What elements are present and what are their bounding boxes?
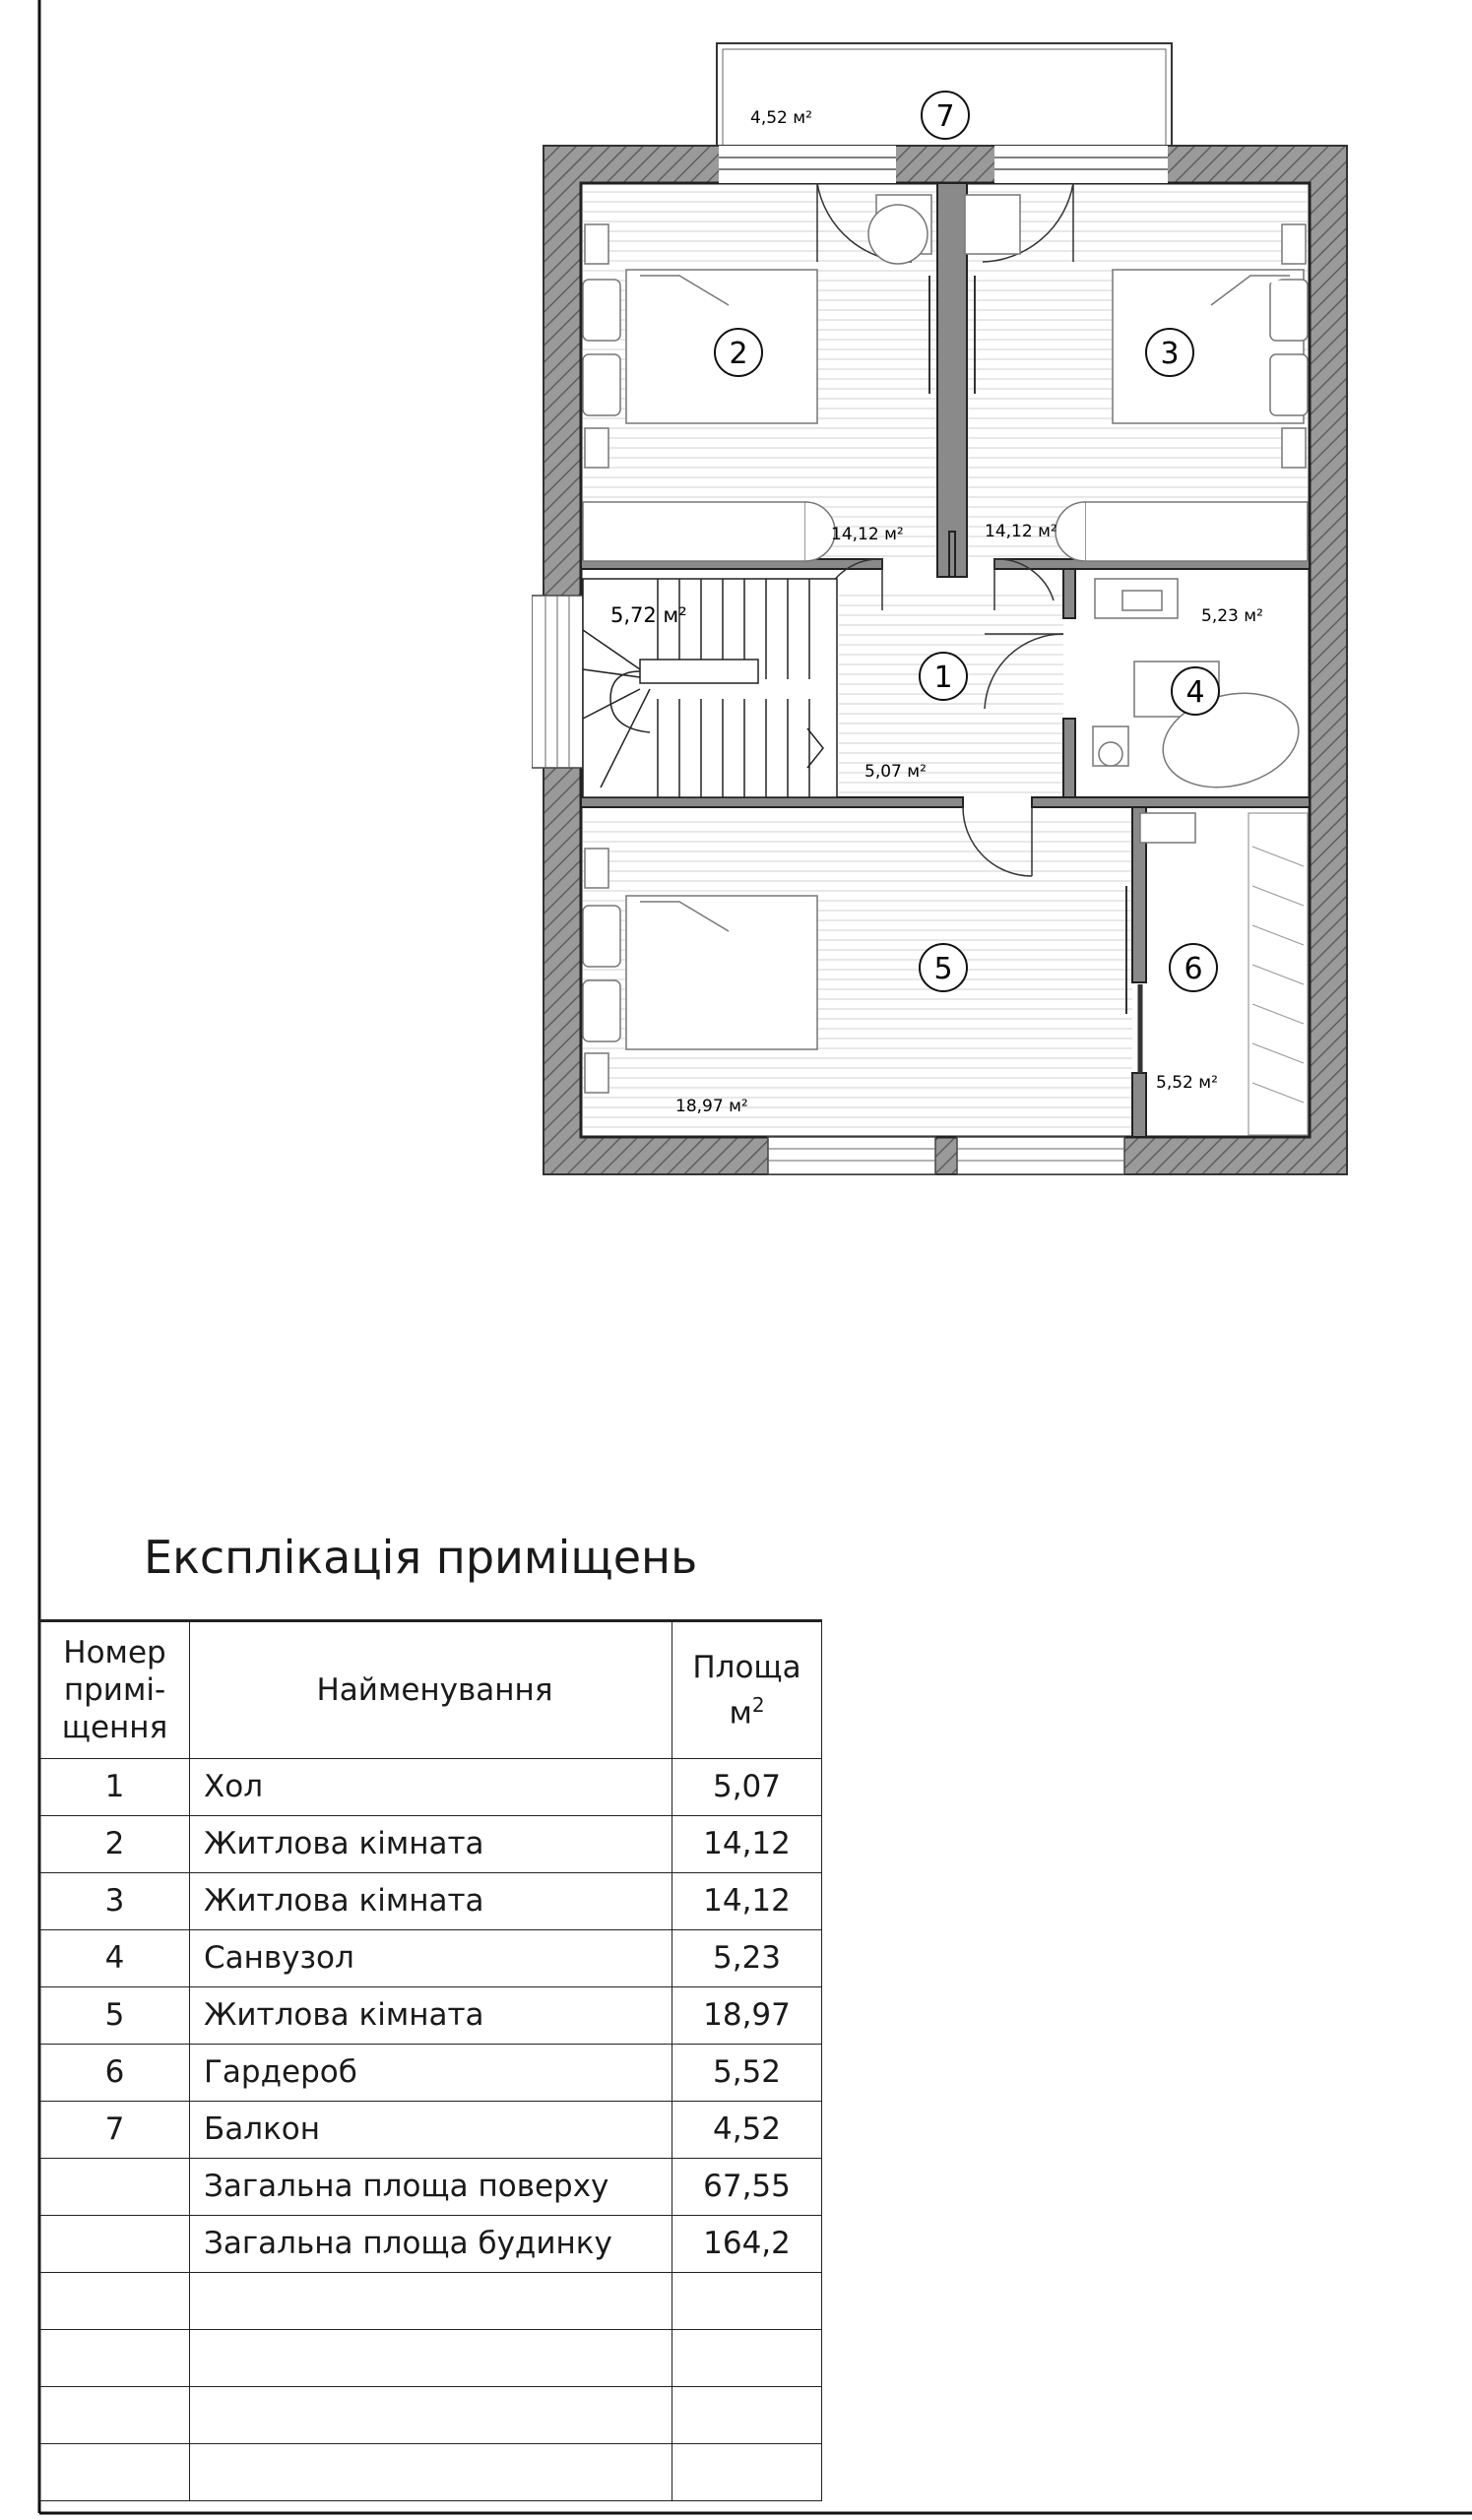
table-row — [40, 2444, 822, 2501]
cell-number — [40, 2159, 190, 2216]
cell-area: 5,52 — [672, 2045, 822, 2102]
table-row — [40, 1987, 822, 2045]
room-area-2: 14,12 м² — [831, 525, 904, 544]
svg-text:7: 7 — [935, 99, 955, 134]
table-row — [40, 2102, 822, 2159]
cell-area — [672, 2273, 822, 2330]
cell-number — [40, 2216, 190, 2273]
cell-name: Житлова кімната — [190, 1816, 672, 1873]
table-row — [40, 1816, 822, 1873]
cell-number: 3 — [40, 1873, 190, 1930]
room-schedule-table — [39, 1619, 822, 2501]
cell-number — [40, 2387, 190, 2444]
table-row — [40, 1759, 822, 1816]
schedule-header-row — [40, 1621, 822, 1759]
table-row — [40, 1873, 822, 1930]
table-row — [40, 2216, 822, 2273]
header-area-unit: м — [729, 1695, 752, 1732]
svg-text:2: 2 — [729, 337, 748, 371]
table-row — [40, 2387, 822, 2444]
cell-area: 14,12 — [672, 1873, 822, 1930]
room-marker-3 — [1146, 329, 1193, 376]
room-area-5: 18,97 м² — [675, 1097, 748, 1116]
svg-text:5: 5 — [933, 952, 953, 986]
svg-text:4: 4 — [1185, 675, 1205, 710]
header-number: Номер примі- щення — [40, 1621, 190, 1759]
window-left — [532, 596, 583, 768]
cell-name: Санвузол — [190, 1930, 672, 1987]
table-row — [40, 2330, 822, 2387]
table-row — [40, 2159, 822, 2216]
room-marker-1 — [920, 653, 967, 700]
room-marker-4 — [1172, 667, 1219, 715]
cell-name — [190, 2273, 672, 2330]
cell-name: Гардероб — [190, 2045, 672, 2102]
cell-area: 164,2 — [672, 2216, 822, 2273]
header-area-label: Площа — [692, 1649, 801, 1685]
cell-area — [672, 2330, 822, 2387]
cell-number — [40, 2444, 190, 2501]
cell-number — [40, 2273, 190, 2330]
room-marker-5 — [920, 944, 967, 991]
room-area-4: 5,23 м² — [1201, 606, 1263, 626]
cell-name: Житлова кімната — [190, 1987, 672, 2045]
cell-number — [40, 2330, 190, 2387]
room-area-1: 5,07 м² — [864, 762, 927, 782]
room-area-3: 14,12 м² — [985, 522, 1057, 541]
cell-number: 7 — [40, 2102, 190, 2159]
header-area — [672, 1621, 822, 1759]
svg-text:3: 3 — [1160, 337, 1180, 371]
cell-number: 1 — [40, 1759, 190, 1816]
floor-plan — [532, 39, 1359, 1191]
stair-area: 5,72 м² — [610, 603, 687, 627]
table-row — [40, 2045, 822, 2102]
cell-name: Балкон — [190, 2102, 672, 2159]
cell-name: Хол — [190, 1759, 672, 1816]
header-area-unit-sup: 2 — [751, 1692, 765, 1717]
table-row — [40, 1930, 822, 1987]
cell-area: 18,97 — [672, 1987, 822, 2045]
room-area-6: 5,52 м² — [1156, 1073, 1218, 1093]
cell-area — [672, 2444, 822, 2501]
cell-area: 4,52 — [672, 2102, 822, 2159]
wardrobe-hangers — [1248, 813, 1308, 1135]
room-marker-6 — [1170, 944, 1217, 991]
header-name: Найменування — [190, 1621, 672, 1759]
cell-name: Житлова кімната — [190, 1873, 672, 1930]
cell-area: 67,55 — [672, 2159, 822, 2216]
svg-text:6: 6 — [1184, 952, 1203, 986]
cell-area — [672, 2387, 822, 2444]
cell-name: Загальна площа будинку — [190, 2216, 672, 2273]
table-row — [40, 2273, 822, 2330]
cell-number: 5 — [40, 1987, 190, 2045]
cell-name — [190, 2387, 672, 2444]
cell-number: 4 — [40, 1930, 190, 1987]
cell-name: Загальна площа поверху — [190, 2159, 672, 2216]
cell-area: 5,07 — [672, 1759, 822, 1816]
room-marker-7 — [922, 92, 969, 139]
room-marker-2 — [715, 329, 762, 376]
schedule-title: Експлікація приміщень — [144, 1531, 698, 1584]
cell-name — [190, 2444, 672, 2501]
cell-name — [190, 2330, 672, 2387]
cell-area: 14,12 — [672, 1816, 822, 1873]
svg-text:1: 1 — [933, 661, 953, 695]
cell-area: 5,23 — [672, 1930, 822, 1987]
cell-number: 2 — [40, 1816, 190, 1873]
room-area-7: 4,52 м² — [750, 108, 812, 128]
cell-number: 6 — [40, 2045, 190, 2102]
